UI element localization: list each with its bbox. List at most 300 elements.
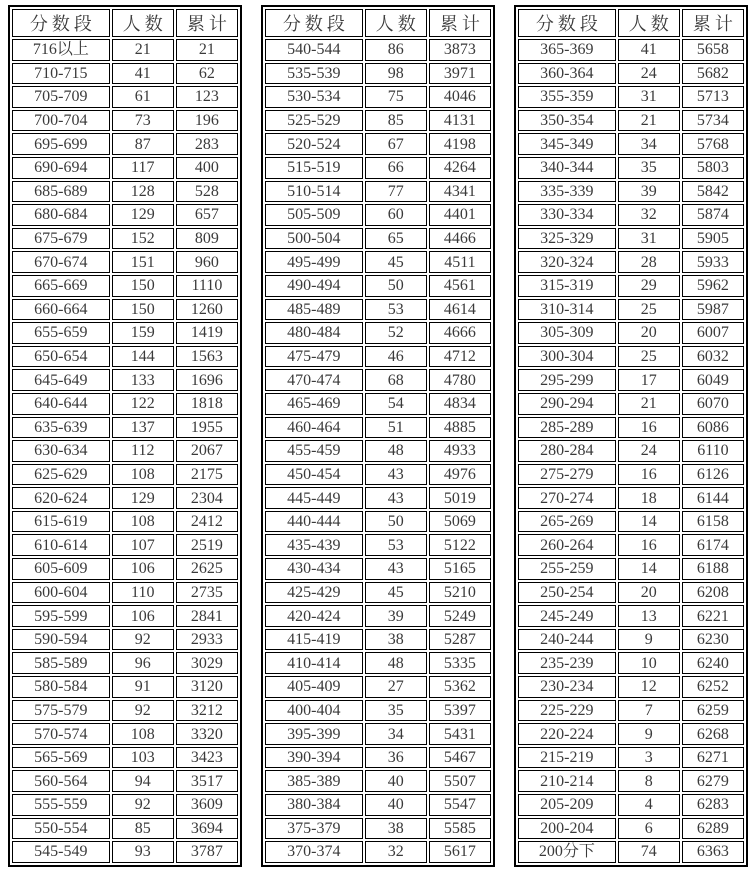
score-range-cell: 305-309 xyxy=(518,322,616,344)
score-range-cell: 200-204 xyxy=(518,818,616,840)
count-cell: 34 xyxy=(618,133,680,155)
table-row xyxy=(518,511,744,533)
table-row xyxy=(518,841,744,863)
score-range-cell: 330-334 xyxy=(518,204,616,226)
score-range-cell: 365-369 xyxy=(518,39,616,61)
score-range-cell: 700-704 xyxy=(12,110,110,132)
table-row xyxy=(518,700,744,722)
cumulative-cell: 3423 xyxy=(176,747,238,769)
cumulative-cell: 1563 xyxy=(176,346,238,368)
table-row xyxy=(518,582,744,604)
count-cell: 17 xyxy=(618,369,680,391)
score-range-cell: 565-569 xyxy=(12,747,110,769)
cumulative-cell: 1419 xyxy=(176,322,238,344)
count-cell: 48 xyxy=(365,440,427,462)
score-range-cell: 525-529 xyxy=(265,110,363,132)
count-cell: 21 xyxy=(112,39,174,61)
count-cell: 43 xyxy=(365,487,427,509)
score-range-cell: 520-524 xyxy=(265,133,363,155)
cumulative-cell: 6126 xyxy=(682,464,744,486)
count-cell: 24 xyxy=(618,63,680,85)
table-row xyxy=(12,747,238,769)
column-header-score-range: 分数段 xyxy=(12,9,110,37)
score-range-cell: 380-384 xyxy=(265,794,363,816)
count-cell: 4 xyxy=(618,794,680,816)
score-range-cell: 465-469 xyxy=(265,393,363,415)
column-header-cumulative: 累计 xyxy=(429,9,491,37)
table-row xyxy=(12,582,238,604)
table-row xyxy=(12,181,238,203)
table-row xyxy=(518,747,744,769)
cumulative-cell: 960 xyxy=(176,251,238,273)
table-row xyxy=(12,770,238,792)
cumulative-cell: 4131 xyxy=(429,110,491,132)
count-cell: 41 xyxy=(112,63,174,85)
cumulative-cell: 3787 xyxy=(176,841,238,863)
table-row xyxy=(518,676,744,698)
cumulative-cell: 6086 xyxy=(682,417,744,439)
count-cell: 68 xyxy=(365,369,427,391)
score-range-cell: 660-664 xyxy=(12,299,110,321)
count-cell: 106 xyxy=(112,605,174,627)
cumulative-cell: 6174 xyxy=(682,534,744,556)
table-row xyxy=(265,369,491,391)
table-row xyxy=(12,133,238,155)
score-range-cell: 400-404 xyxy=(265,700,363,722)
cumulative-cell: 5658 xyxy=(682,39,744,61)
count-cell: 85 xyxy=(365,110,427,132)
cumulative-cell: 6230 xyxy=(682,629,744,651)
score-range-cell: 200分下 xyxy=(518,841,616,863)
table-row xyxy=(12,322,238,344)
cumulative-cell: 5165 xyxy=(429,558,491,580)
cumulative-cell: 3694 xyxy=(176,818,238,840)
column-header-cumulative: 累计 xyxy=(176,9,238,37)
table-row xyxy=(12,818,238,840)
count-cell: 10 xyxy=(618,652,680,674)
table-row xyxy=(265,652,491,674)
score-range-cell: 450-454 xyxy=(265,464,363,486)
count-cell: 31 xyxy=(618,228,680,250)
table-row xyxy=(12,487,238,509)
score-range-cell: 220-224 xyxy=(518,723,616,745)
table-row xyxy=(265,841,491,863)
score-range-cell: 650-654 xyxy=(12,346,110,368)
table-row xyxy=(265,511,491,533)
table-row xyxy=(518,487,744,509)
table-row xyxy=(12,157,238,179)
cumulative-cell: 3212 xyxy=(176,700,238,722)
cumulative-cell: 6110 xyxy=(682,440,744,462)
count-cell: 92 xyxy=(112,700,174,722)
table-row xyxy=(265,605,491,627)
count-cell: 36 xyxy=(365,747,427,769)
table-row xyxy=(265,676,491,698)
cumulative-cell: 196 xyxy=(176,110,238,132)
cumulative-cell: 4401 xyxy=(429,204,491,226)
table-row xyxy=(265,558,491,580)
cumulative-cell: 6363 xyxy=(682,841,744,863)
table-row xyxy=(265,464,491,486)
table-row xyxy=(265,487,491,509)
score-range-cell: 495-499 xyxy=(265,251,363,273)
cumulative-cell: 4614 xyxy=(429,299,491,321)
table-row xyxy=(518,157,744,179)
count-cell: 48 xyxy=(365,652,427,674)
cumulative-cell: 5768 xyxy=(682,133,744,155)
count-cell: 150 xyxy=(112,299,174,321)
score-range-cell: 420-424 xyxy=(265,605,363,627)
table-row xyxy=(518,181,744,203)
count-cell: 53 xyxy=(365,534,427,556)
cumulative-cell: 1955 xyxy=(176,417,238,439)
score-range-cell: 335-339 xyxy=(518,181,616,203)
cumulative-cell: 5682 xyxy=(682,63,744,85)
count-cell: 112 xyxy=(112,440,174,462)
count-cell: 20 xyxy=(618,582,680,604)
count-cell: 32 xyxy=(618,204,680,226)
table-row xyxy=(518,417,744,439)
score-range-cell: 620-624 xyxy=(12,487,110,509)
score-range-cell: 215-219 xyxy=(518,747,616,769)
table-row xyxy=(265,818,491,840)
cumulative-cell: 4834 xyxy=(429,393,491,415)
count-cell: 34 xyxy=(365,723,427,745)
cumulative-cell: 5803 xyxy=(682,157,744,179)
count-cell: 43 xyxy=(365,558,427,580)
table-row xyxy=(518,652,744,674)
table-row xyxy=(518,605,744,627)
count-cell: 144 xyxy=(112,346,174,368)
cumulative-cell: 4976 xyxy=(429,464,491,486)
count-cell: 3 xyxy=(618,747,680,769)
count-cell: 106 xyxy=(112,558,174,580)
cumulative-cell: 5585 xyxy=(429,818,491,840)
table-row xyxy=(265,700,491,722)
score-range-cell: 225-229 xyxy=(518,700,616,722)
count-cell: 29 xyxy=(618,275,680,297)
cumulative-cell: 3120 xyxy=(176,676,238,698)
cumulative-cell: 6289 xyxy=(682,818,744,840)
score-range-cell: 350-354 xyxy=(518,110,616,132)
score-range-cell: 710-715 xyxy=(12,63,110,85)
table-row xyxy=(12,605,238,627)
table-row xyxy=(518,534,744,556)
score-range-cell: 535-539 xyxy=(265,63,363,85)
count-cell: 108 xyxy=(112,723,174,745)
score-range-cell: 260-264 xyxy=(518,534,616,556)
count-cell: 74 xyxy=(618,841,680,863)
cumulative-cell: 5122 xyxy=(429,534,491,556)
score-range-cell: 295-299 xyxy=(518,369,616,391)
table-row xyxy=(265,133,491,155)
cumulative-cell: 6144 xyxy=(682,487,744,509)
cumulative-cell: 3971 xyxy=(429,63,491,85)
table-row xyxy=(518,204,744,226)
score-range-cell: 315-319 xyxy=(518,275,616,297)
score-range-cell: 515-519 xyxy=(265,157,363,179)
table-row xyxy=(265,393,491,415)
count-cell: 16 xyxy=(618,534,680,556)
cumulative-cell: 1260 xyxy=(176,299,238,321)
cumulative-cell: 1696 xyxy=(176,369,238,391)
score-range-cell: 205-209 xyxy=(518,794,616,816)
cumulative-cell: 2304 xyxy=(176,487,238,509)
cumulative-cell: 283 xyxy=(176,133,238,155)
cumulative-cell: 1110 xyxy=(176,275,238,297)
cumulative-cell: 2412 xyxy=(176,511,238,533)
count-cell: 77 xyxy=(365,181,427,203)
count-cell: 39 xyxy=(618,181,680,203)
table-row xyxy=(265,63,491,85)
table-row xyxy=(12,369,238,391)
count-cell: 60 xyxy=(365,204,427,226)
count-cell: 14 xyxy=(618,511,680,533)
cumulative-cell: 4511 xyxy=(429,251,491,273)
count-cell: 92 xyxy=(112,794,174,816)
cumulative-cell: 6279 xyxy=(682,770,744,792)
header-row xyxy=(12,9,238,37)
count-cell: 6 xyxy=(618,818,680,840)
cumulative-cell: 2175 xyxy=(176,464,238,486)
table-row xyxy=(265,534,491,556)
table-row xyxy=(12,440,238,462)
header-row xyxy=(265,9,491,37)
count-cell: 122 xyxy=(112,393,174,415)
cumulative-cell: 6259 xyxy=(682,700,744,722)
count-cell: 12 xyxy=(618,676,680,698)
score-range-cell: 630-634 xyxy=(12,440,110,462)
table-row xyxy=(518,39,744,61)
score-range-cell: 485-489 xyxy=(265,299,363,321)
cumulative-cell: 5069 xyxy=(429,511,491,533)
score-range-cell: 320-324 xyxy=(518,251,616,273)
cumulative-cell: 5617 xyxy=(429,841,491,863)
cumulative-cell: 6007 xyxy=(682,322,744,344)
count-cell: 14 xyxy=(618,558,680,580)
table-row xyxy=(518,770,744,792)
cumulative-cell: 6188 xyxy=(682,558,744,580)
table-row xyxy=(265,275,491,297)
cumulative-cell: 4198 xyxy=(429,133,491,155)
cumulative-cell: 5713 xyxy=(682,86,744,108)
cumulative-cell: 4712 xyxy=(429,346,491,368)
count-cell: 31 xyxy=(618,86,680,108)
score-range-cell: 415-419 xyxy=(265,629,363,651)
count-cell: 92 xyxy=(112,629,174,651)
table-row xyxy=(518,440,744,462)
table-row xyxy=(265,440,491,462)
cumulative-cell: 6208 xyxy=(682,582,744,604)
count-cell: 87 xyxy=(112,133,174,155)
count-cell: 61 xyxy=(112,86,174,108)
cumulative-cell: 6070 xyxy=(682,393,744,415)
score-range-cell: 435-439 xyxy=(265,534,363,556)
score-range-cell: 470-474 xyxy=(265,369,363,391)
cumulative-cell: 4341 xyxy=(429,181,491,203)
table-row xyxy=(12,393,238,415)
count-cell: 25 xyxy=(618,346,680,368)
count-cell: 51 xyxy=(365,417,427,439)
score-range-cell: 395-399 xyxy=(265,723,363,745)
cumulative-cell: 5467 xyxy=(429,747,491,769)
score-range-cell: 615-619 xyxy=(12,511,110,533)
score-range-cell: 530-534 xyxy=(265,86,363,108)
count-cell: 151 xyxy=(112,251,174,273)
table-row xyxy=(12,346,238,368)
table-row xyxy=(518,346,744,368)
count-cell: 129 xyxy=(112,487,174,509)
cumulative-cell: 21 xyxy=(176,39,238,61)
score-table-3 xyxy=(514,5,748,867)
score-range-cell: 600-604 xyxy=(12,582,110,604)
count-cell: 128 xyxy=(112,181,174,203)
cumulative-cell: 6283 xyxy=(682,794,744,816)
score-range-cell: 570-574 xyxy=(12,723,110,745)
cumulative-cell: 4933 xyxy=(429,440,491,462)
table-row xyxy=(12,841,238,863)
column-header-cumulative: 累计 xyxy=(682,9,744,37)
cumulative-cell: 3517 xyxy=(176,770,238,792)
cumulative-cell: 400 xyxy=(176,157,238,179)
score-range-cell: 655-659 xyxy=(12,322,110,344)
table-row xyxy=(12,228,238,250)
score-range-cell: 640-644 xyxy=(12,393,110,415)
count-cell: 103 xyxy=(112,747,174,769)
cumulative-cell: 5019 xyxy=(429,487,491,509)
score-range-cell: 345-349 xyxy=(518,133,616,155)
table-row xyxy=(518,228,744,250)
table-row xyxy=(265,322,491,344)
count-cell: 9 xyxy=(618,629,680,651)
count-cell: 35 xyxy=(618,157,680,179)
score-range-cell: 705-709 xyxy=(12,86,110,108)
table-row xyxy=(265,86,491,108)
cumulative-cell: 123 xyxy=(176,86,238,108)
count-cell: 45 xyxy=(365,251,427,273)
score-range-cell: 445-449 xyxy=(265,487,363,509)
count-cell: 18 xyxy=(618,487,680,509)
cumulative-cell: 6240 xyxy=(682,652,744,674)
count-cell: 16 xyxy=(618,464,680,486)
cumulative-cell: 3320 xyxy=(176,723,238,745)
cumulative-cell: 4666 xyxy=(429,322,491,344)
cumulative-cell: 5874 xyxy=(682,204,744,226)
table-row xyxy=(518,299,744,321)
score-range-cell: 405-409 xyxy=(265,676,363,698)
cumulative-cell: 2625 xyxy=(176,558,238,580)
count-cell: 93 xyxy=(112,841,174,863)
score-range-cell: 585-589 xyxy=(12,652,110,674)
table-row xyxy=(265,794,491,816)
cumulative-cell: 4466 xyxy=(429,228,491,250)
count-cell: 110 xyxy=(112,582,174,604)
count-cell: 40 xyxy=(365,794,427,816)
table-row xyxy=(518,133,744,155)
cumulative-cell: 5987 xyxy=(682,299,744,321)
cumulative-cell: 2735 xyxy=(176,582,238,604)
table-row xyxy=(12,534,238,556)
cumulative-cell: 6268 xyxy=(682,723,744,745)
count-cell: 94 xyxy=(112,770,174,792)
score-range-cell: 490-494 xyxy=(265,275,363,297)
score-range-cell: 355-359 xyxy=(518,86,616,108)
score-table-1 xyxy=(8,5,242,867)
count-cell: 50 xyxy=(365,275,427,297)
cumulative-cell: 5734 xyxy=(682,110,744,132)
table-row xyxy=(12,110,238,132)
column-header-score-range: 分数段 xyxy=(265,9,363,37)
table-row xyxy=(12,794,238,816)
count-cell: 7 xyxy=(618,700,680,722)
cumulative-cell: 2933 xyxy=(176,629,238,651)
score-range-cell: 690-694 xyxy=(12,157,110,179)
table-row xyxy=(265,110,491,132)
count-cell: 86 xyxy=(365,39,427,61)
count-cell: 129 xyxy=(112,204,174,226)
cumulative-cell: 3029 xyxy=(176,652,238,674)
table-row xyxy=(518,393,744,415)
count-cell: 35 xyxy=(365,700,427,722)
table-row xyxy=(518,322,744,344)
table-row xyxy=(265,582,491,604)
score-range-cell: 555-559 xyxy=(12,794,110,816)
count-cell: 45 xyxy=(365,582,427,604)
cumulative-cell: 809 xyxy=(176,228,238,250)
count-cell: 133 xyxy=(112,369,174,391)
count-cell: 67 xyxy=(365,133,427,155)
score-range-cell: 360-364 xyxy=(518,63,616,85)
count-cell: 8 xyxy=(618,770,680,792)
table-row xyxy=(518,794,744,816)
cumulative-cell: 6271 xyxy=(682,747,744,769)
score-range-cell: 375-379 xyxy=(265,818,363,840)
count-cell: 108 xyxy=(112,511,174,533)
count-cell: 27 xyxy=(365,676,427,698)
count-cell: 40 xyxy=(365,770,427,792)
score-range-cell: 605-609 xyxy=(12,558,110,580)
table-row xyxy=(518,818,744,840)
cumulative-cell: 5210 xyxy=(429,582,491,604)
table-row xyxy=(265,770,491,792)
score-range-cell: 625-629 xyxy=(12,464,110,486)
score-range-cell: 510-514 xyxy=(265,181,363,203)
score-range-cell: 590-594 xyxy=(12,629,110,651)
cumulative-cell: 5933 xyxy=(682,251,744,273)
count-cell: 108 xyxy=(112,464,174,486)
cumulative-cell: 2841 xyxy=(176,605,238,627)
score-range-cell: 480-484 xyxy=(265,322,363,344)
count-cell: 137 xyxy=(112,417,174,439)
table-row xyxy=(265,723,491,745)
count-cell: 32 xyxy=(365,841,427,863)
count-cell: 117 xyxy=(112,157,174,179)
count-cell: 38 xyxy=(365,629,427,651)
score-range-cell: 230-234 xyxy=(518,676,616,698)
table-row xyxy=(12,86,238,108)
score-range-cell: 695-699 xyxy=(12,133,110,155)
table-row xyxy=(518,275,744,297)
column-header-count: 人数 xyxy=(618,9,680,37)
table-row xyxy=(518,110,744,132)
score-range-cell: 635-639 xyxy=(12,417,110,439)
table-row xyxy=(12,464,238,486)
score-range-cell: 285-289 xyxy=(518,417,616,439)
cumulative-cell: 5842 xyxy=(682,181,744,203)
count-cell: 85 xyxy=(112,818,174,840)
score-range-cell: 425-429 xyxy=(265,582,363,604)
count-cell: 46 xyxy=(365,346,427,368)
